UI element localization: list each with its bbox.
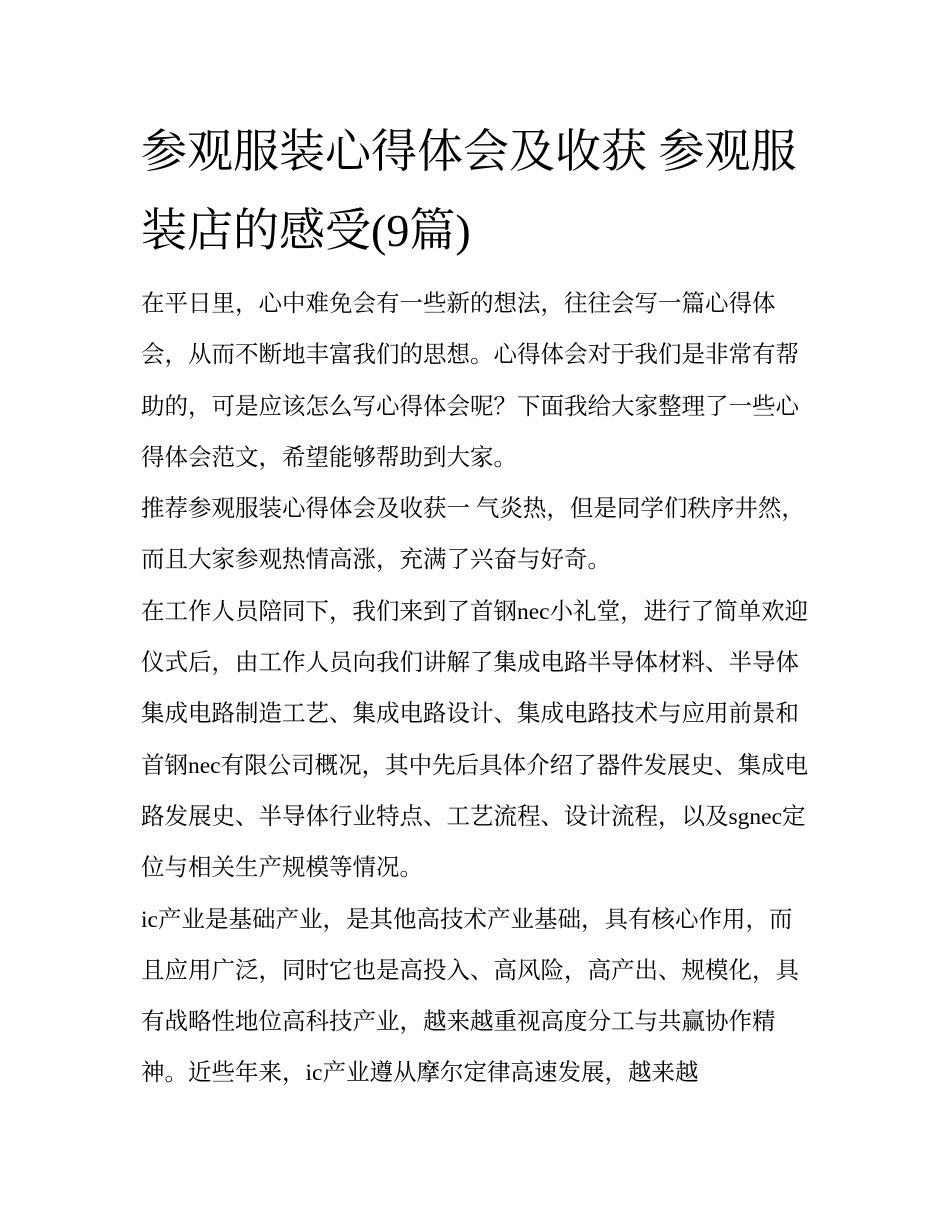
document-content (141, 112, 813, 1100)
paragraph-recommend: 推荐参观服装心得体会及收获一 气炎热，但是同学们秩序井然，而且大家参观热情高涨，充满了兴奋与好奇。 (141, 496, 805, 574)
document-body (141, 279, 813, 1100)
paragraph-ic-industry: ic产业是基础产业，是其他高技术产业基础，具有核心作用，而且应用广泛，同时它也是高投入、高风险，高产出、规模化，具有战略性地位高科技产业，越来越重视高度分工与共赢协作精神。近些年来，ic产业遵从摩尔定律高速发展，越来越 (141, 906, 799, 1087)
paragraph-intro: 在平日里，心中难免会有一些新的想法，往往会写一篇心得体会，从而不断地丰富我们的思想。心得体会对于我们是非常有帮助的，可是应该怎么写心得体会呢？下面我给大家整理了一些心得体会范文，希望能够帮助到大家。 (141, 291, 799, 471)
paragraph-visit: 在工作人员陪同下，我们来到了首钢nec小礼堂，进行了简单欢迎仪式后，由工作人员向我们讲解了集成电路半导体材料、半导体集成电路制造工艺、集成电路设计、集成电路技术与应用前景和首钢nec有限公司概况，其中先后具体介绍了器件发展史、集成电路发展史、半导体行业特点、工艺流程、设计流程，以及sgnec定位与相关生产规模等情况。 (141, 598, 809, 882)
document-title: 参观服装心得体会及收获 参观服装店的感受(9篇) (141, 126, 797, 256)
